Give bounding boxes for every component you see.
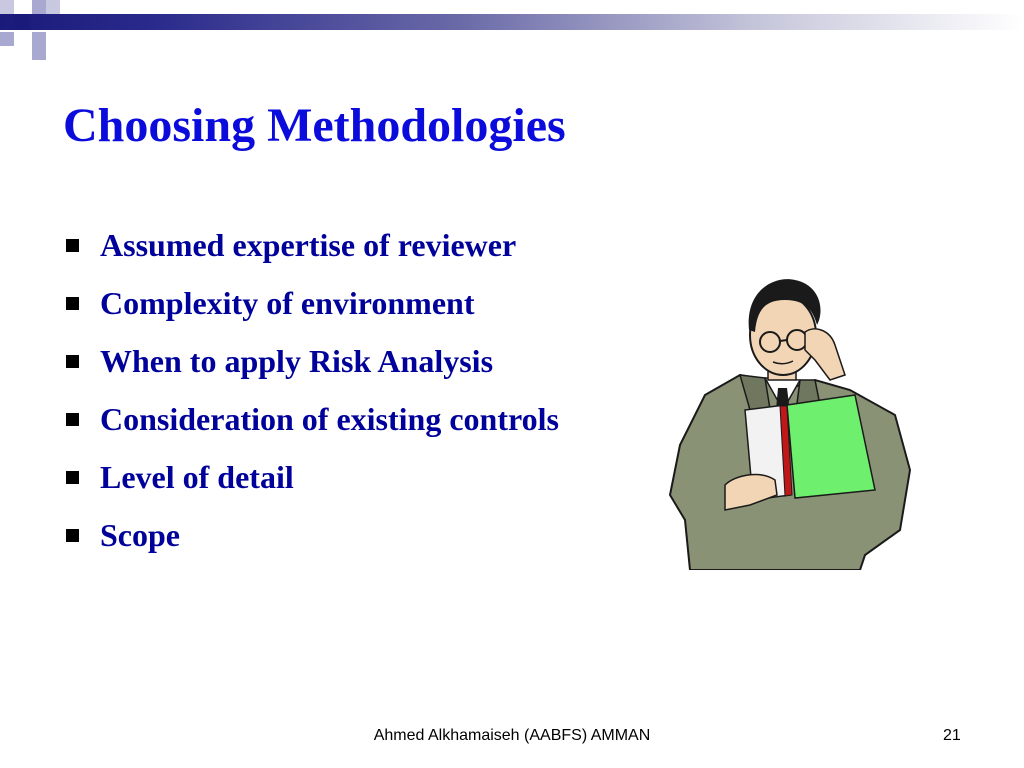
bullet-square-icon — [66, 529, 79, 542]
header-square-light — [0, 0, 14, 14]
bullet-text: Assumed expertise of reviewer — [100, 227, 517, 263]
bullet-text: Level of detail — [100, 459, 294, 495]
header-square-light — [32, 46, 46, 60]
bullet-list — [63, 222, 623, 570]
bullet-square-icon — [66, 355, 79, 368]
bullet-item — [63, 454, 623, 501]
slide-title: Choosing Methodologies — [63, 99, 566, 152]
bullet-item — [63, 396, 623, 443]
bullet-square-icon — [66, 239, 79, 252]
bullet-text: Complexity of environment — [100, 285, 475, 321]
bullet-square-icon — [66, 297, 79, 310]
bullet-square-icon — [66, 471, 79, 484]
bullet-text: Scope — [100, 517, 180, 553]
bullet-text: When to apply Risk Analysis — [100, 343, 494, 379]
footer-text: Ahmed Alkhamaiseh (AABFS) AMMAN — [373, 727, 651, 744]
bullet-square-icon — [66, 413, 79, 426]
bullet-item — [63, 222, 623, 269]
man-reading-document-illustration — [665, 270, 915, 570]
bullet-text: Consideration of existing controls — [100, 401, 559, 437]
header-square-light — [0, 32, 14, 46]
header-gradient-bar — [0, 14, 1024, 30]
header-square-light — [46, 0, 60, 14]
page-number: 21 — [943, 727, 961, 744]
header-square-light — [32, 0, 46, 14]
bullet-item — [63, 338, 623, 385]
header-square-light — [32, 32, 46, 46]
bullet-item — [63, 280, 623, 327]
header-square-dark — [14, 14, 30, 30]
bullet-item — [63, 512, 623, 559]
